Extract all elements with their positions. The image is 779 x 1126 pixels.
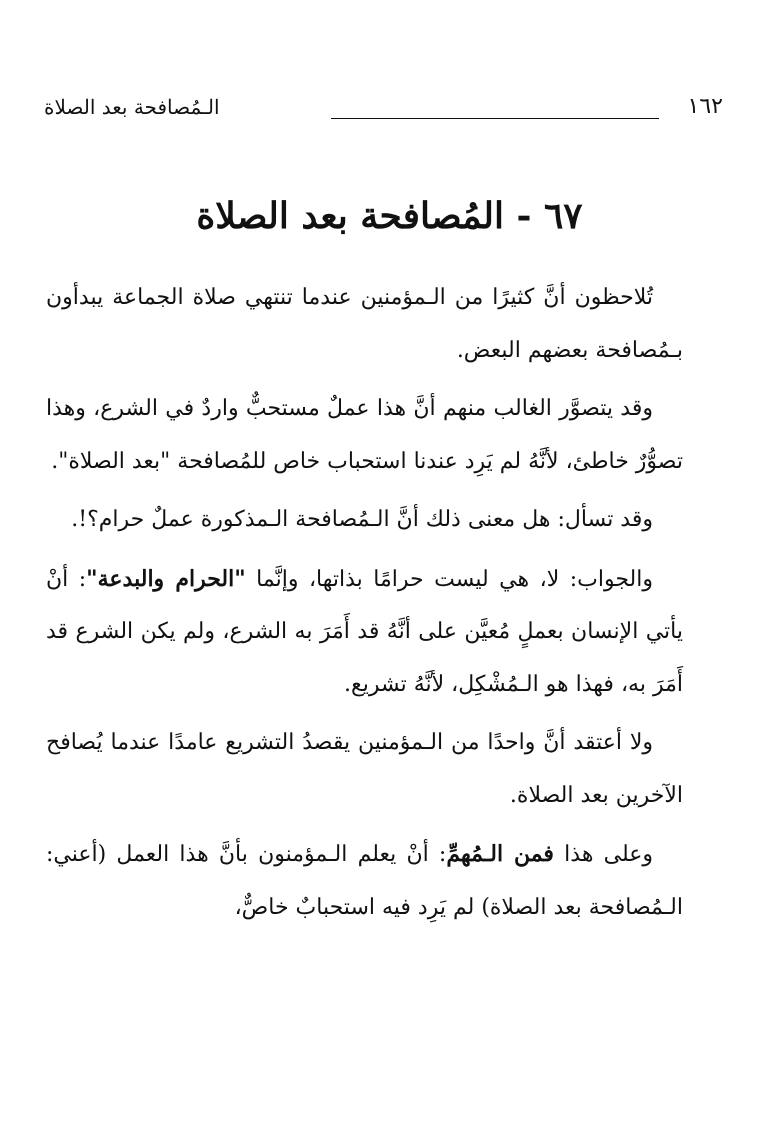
running-title: الـمُصافحة بعد الصلاة (44, 95, 220, 119)
paragraph-3: وقد تسأل: هل معنى ذلك أنَّ الـمُصافحة الـمذكورة عملٌ حرام؟!. (71, 507, 653, 532)
paragraph-6-emphasis: فمن الـمُهمِّ (446, 841, 554, 867)
running-header (44, 92, 723, 122)
body-text (46, 272, 683, 940)
paragraph-1: تُلاحظون أنَّ كثيرًا من الـمؤمنين عندما تنتهي صلاة الجماعة يبدأون بـمُصافحة بعضهم البعض. (46, 285, 683, 363)
paragraph-4-emphasis: "الحرام والبدعة" (86, 565, 246, 592)
paragraph-6-rest: : أنْ يعلم الـمؤمنون بأنَّ هذا العمل (أعني: الـمُصافحة بعد الصلاة) لم يَرِد فيه استحبابٌ خاصٌّ، (46, 842, 683, 920)
paragraph-5: ولا أعتقد أنَّ واحدًا من الـمؤمنين يقصدُ التشريع عامدًا عندما يُصافح الآخرين بعد الصلاة. (46, 730, 683, 808)
paragraph-2: وقد يتصوَّر الغالب منهم أنَّ هذا عملٌ مستحبٌّ واردٌ في الشرع، وهذا تصوُّرٌ خاطئ، لأنَّهُ لم يَرِد عندنا استحباب خاص للمُصافحة "بعد الصلاة". (46, 396, 683, 474)
page-number: ١٦٢ (687, 94, 723, 119)
paragraph-4-rest: : أنْ يأتي الإنسان بعملٍ مُعيَّن على أنَّهُ قد أَمَرَ به الشرع، ولم يكن الشرع قد أَمَرَ به، فهذا هو الـمُشْكِل، لأنَّهُ تشريع. (46, 566, 683, 697)
paragraph-4 (46, 553, 683, 712)
paragraph-6 (46, 828, 683, 934)
paragraph-4-lead: والجواب: لا، هي ليست حرامًا بذاتها، وإنَّما (245, 566, 653, 592)
chapter-title: ٦٧ - المُصافحة بعد الصلاة (196, 195, 583, 237)
header-rule (331, 118, 659, 119)
paragraph-6-lead: وعلى هذا (553, 842, 653, 867)
